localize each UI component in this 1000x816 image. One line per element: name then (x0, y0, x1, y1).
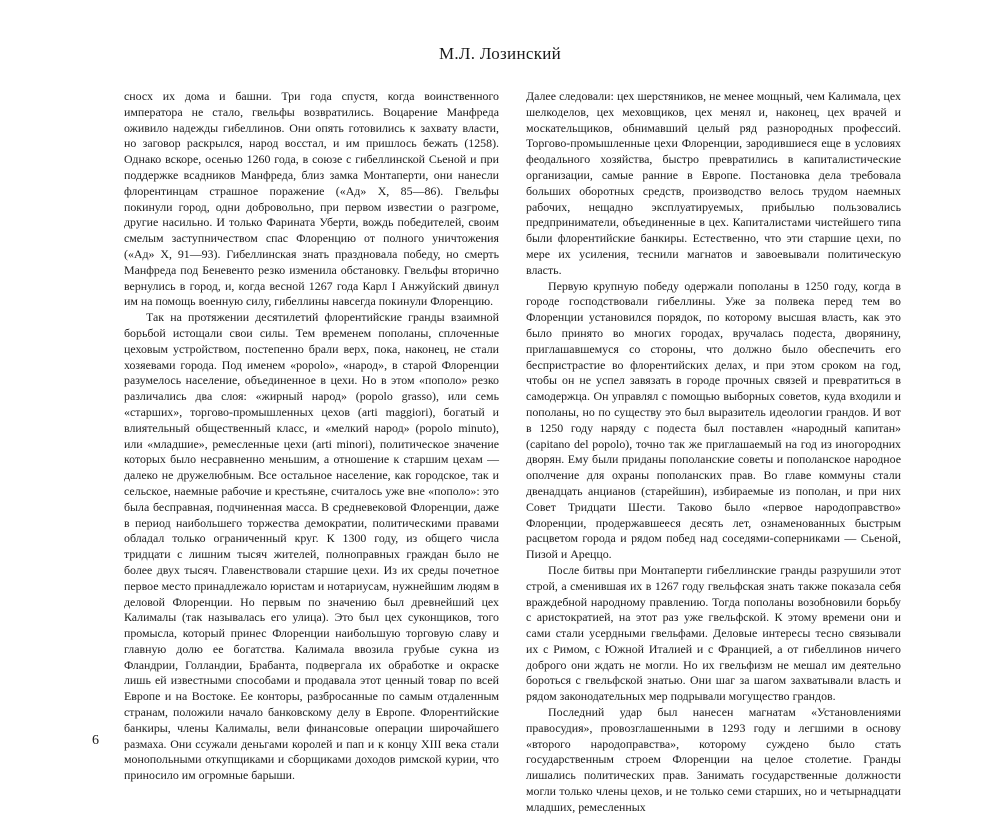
paragraph: Так на протяжении десятилетий флорентийские гранды взаимной борьбой истощали свои силы. Тем временем пополаны, сплоченные цеховым устройством, постепенно брали верх, пока, наконец, не стали хозяевами города. Под именем «popolo», «народ», в старой Флоренции разумелось население, объединенное в цехи. Но в этом «пополо» резко различались два слоя: «жирный народ» (popolo grasso), или семь «старших», торгово-промышленных цехов (arti maggiori), богатый и влиятельный общественный класс, и «мелкий народ» (popolo minuto), или «младшие», ремесленные цехи (arti minori), политическое значение которых было несравненно меньшим, а отношение к старшим цехам — далеко не дружелюбным. Все остальное население, как городское, так и сельское, наемные рабочие и крестьяне, считалось уже вне «пополо»: это была бесправная, подчиненная масса. В средневековой Флоренции, даже в период наибольшего торжества демократии, политическими правами обладал только ограниченный круг. К 1300 году, из общего числа тридцати с лишним тысяч жителей, полноправных граждан было не более двух тысяч. Главенствовали старшие цехи. Из их среды почетное первое место принадлежало юристам и нотариусам, нужнейшим людям в деловой Флоренции. Но первым по значению был древнейший цех Калималы (так называлась его улица). Это был цех суконщиков, того промысла, который принес Флоренции наибольшую торговую славу и главную долю ее богатства. Калимала ввозила грубые сукна из Фландрии, Голландии, Брабанта, подвергала их обработке и окраске лишь ей известными способами и продавала этот ценный товар по всей Европе и на Востоке. Ее конторы, разбросанные по самым отдаленным странам, положили начало банковскому делу в Европе. Флорентийские банкиры, члены Калималы, вели финансовые операции широчайшего размаха. Они ссужали деньгами королей и пап и к концу XIII века стали монопольными откупщиками и сборщиками доходов римской курии, что приносило им огромные барыши. (124, 310, 499, 783)
paragraph: Первую крупную победу одержали пополаны в 1250 году, когда в городе господствовали гибеллины. Уже за полвека перед тем во Флоренции установился порядок, по которому высшая власть, как это было принято во многих городах, вручалась подеста, дворянину, приглашавшемуся со стороны, что должно было обеспечить его беспристрастие во флорентийских делах, и при этом сроком на год, чтобы он не успел завязать в городе прочных связей и превратиться в самодержца. Он управлял с помощью выборных советов, куда входили и пополаны, но по существу это был выразитель идеологии грандов. И вот в 1250 году наряду с подеста был поставлен «народный капитан» (capitano del popolo), точно так же приглашаемый на год из иногородних дворян. Ему были приданы пополанские советы и пополанское народное ополчение для охраны пополанских прав. Во главе коммуны стали двенадцать анцианов (старейшин), избираемые из пополан, и при них Совет Тридцати Шести. Таково было «первое народоправство» Флоренции, продержавшееся десять лет, ознаменованных быстрым расцветом города и рядом побед над соседями-соперниками — Сьеной, Пизой и Ареццо. (526, 278, 901, 562)
left-column (124, 89, 499, 784)
paragraph: Последний удар был нанесен магнатам «Установлениями правосудия», провозглашенными в 1293 году и легшими в основу «второго народоправства», которому суждено было стать государственным строем Флоренции на целое столетие. Гранды лишались политических прав. Занимать государственные должности могли только члены цехов, и не только семи старших, но и четырнадцати младших, ремесленных (526, 705, 901, 814)
running-head: М.Л. Лозинский (438, 44, 562, 63)
paragraph: сносх их дома и башни. Три года спустя, когда воинственного императора не стало, гвельфы возвратились. Воцарение Манфреда оживило надежды гибеллинов. Они опять готовились к захвату власти, но заговор раскрылся, народ восстал, и им пришлось бежать (1258). Однако вскоре, осенью 1260 года, в союзе с гибеллинской Сьеной и при поддержке всадников Манфреда, близ замка Монтаперти, они нанесли флорентинцам страшное поражение («Ад» X, 85—86). Гвельфы покинули город, одни добровольно, при первом известии о разгроме, другие насильно. И только Фарината Уберти, вождь победителей, своим смелым заступничеством спас Флоренцию от полного уничтожения («Ад» X, 91—93). Гибеллинская знать праздновала победу, но смерть Манфреда под Беневенто резко изменила обстановку. Гвельфы вторично вернулись в город, и, когда весной 1267 года Карл I Анжуйский двинул им на помощь военную силу, гибеллины навсегда покинули Флоренцию. (124, 89, 499, 309)
page-number: 6 (92, 733, 99, 748)
paragraph: После битвы при Монтаперти гибеллинские гранды разрушили этот строй, а сменившая их в 1267 году гвельфская знать также показала себя враждебной народному правлению. Тогда пополаны возобновили борьбу с аристократией, на этот раз уже гвельфской. К этому времени они и сами стали усердными гвельфами. Деловые интересы тесно связывали их с Римом, с Южной Италией и с Францией, а от гибеллинов ничего доброго они ждать не могли. Но их гвельфизм не мешал им деятельно бороться с гвельфской знатью. Они шаг за шагом захватывали власть и рядом законодательных мер подрывали могущество грандов. (526, 562, 901, 704)
right-column (526, 89, 901, 816)
paragraph: Далее следовали: цех шерстяников, не менее мощный, чем Калимала, цех шелкоделов, цех меховщиков, цех менял и, наконец, цех врачей и москательщиков, обнимавший целый ряд разнородных профессий. Торгово-промышленные цехи Флоренции, зародившиеся еще в условиях феодального хозяйства, быстро превратились в капиталистические организации, самые ранние в Европе. Постановка дела требовала больших оборотных средств, производство велось трудом наемных рабочих, нещадно эксплуатируемых, прибылью пользовались предприниматели, объединенные в цех. Капиталистами чистейшего типа были флорентийские банкиры. Естественно, что эти старшие цехи, по мере их усиления, теснили магнатов и завоевывали политическую власть. (526, 89, 901, 277)
